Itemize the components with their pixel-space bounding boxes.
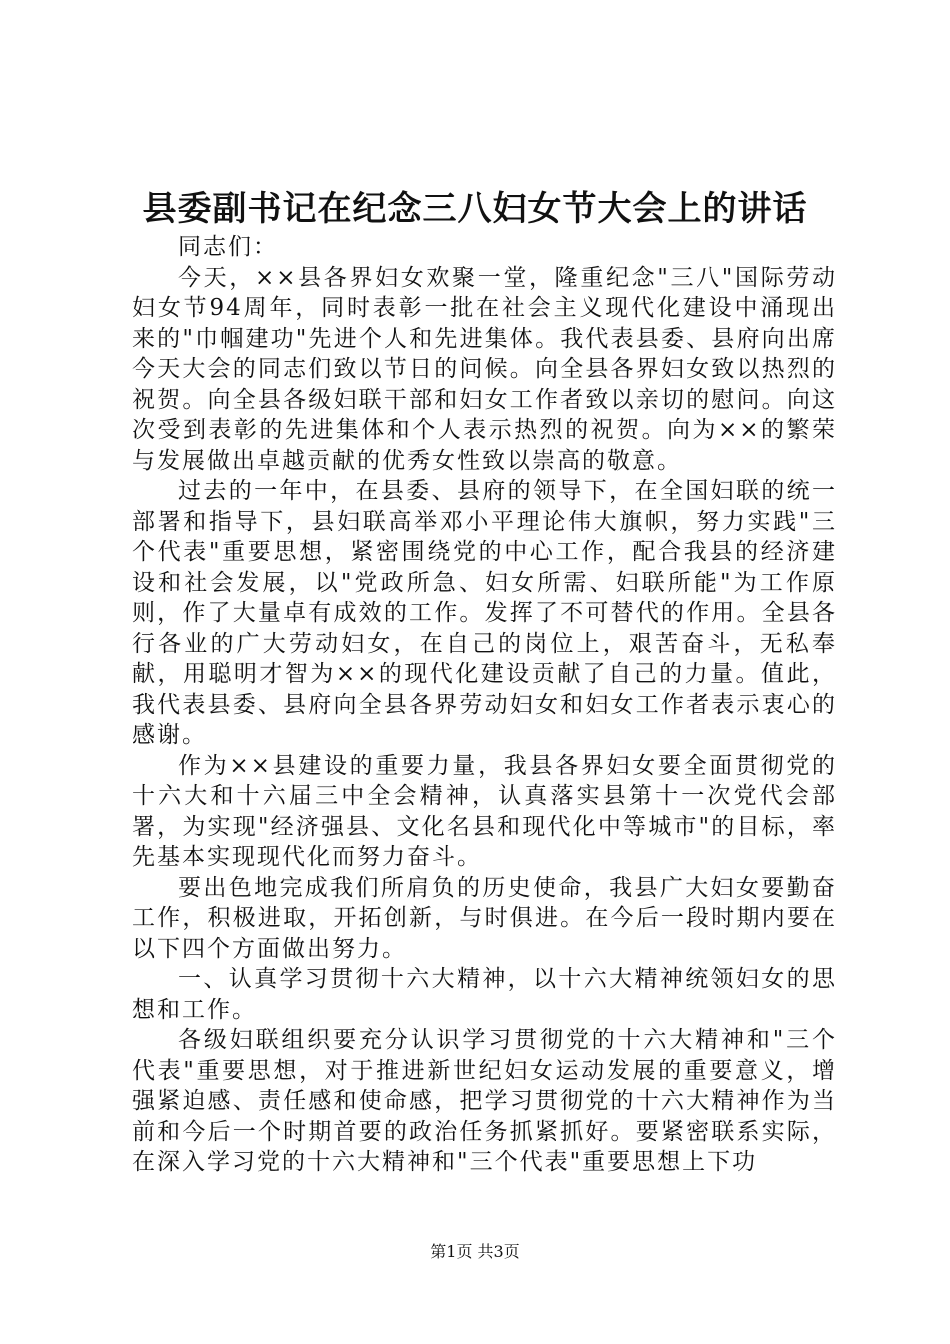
section-heading: 一、认真学习贯彻十六大精神，以十六大精神统领妇女的思想和工作。 — [132, 966, 837, 1023]
paragraph: 今天，××县各界妇女欢聚一堂，隆重纪念"三八"国际劳动妇女节94周年，同时表彰一批在社会主义现代化建设中涌现出来的"巾帼建功"先进个人和先进集体。我代表县委、县府向出席今天大会的同志们致以节日的问候。向全县各界妇女致以热烈的祝贺。向全县各级妇联干部和妇女工作者致以亲切的慰问。向这次受到表彰的先进集体和个人表示热烈的祝贺。向为××的繁荣与发展做出卓越贡献的优秀女性致以崇高的敬意。 — [132, 264, 837, 474]
salutation: 同志们： — [178, 234, 278, 260]
document-body — [132, 232, 837, 1178]
paragraph: 过去的一年中，在县委、县府的领导下，在全国妇联的统一部署和指导下，县妇联高举邓小平理论伟大旗帜，努力实践"三个代表"重要思想，紧密围绕党的中心工作，配合我县的经济建设和社会发展，以"党政所急、妇女所需、妇联所能"为工作原则，作了大量卓有成效的工作。发挥了不可替代的作用。全县各行各业的广大劳动妇女，在自己的岗位上，艰苦奋斗，无私奉献，用聪明才智为××的现代化建设贡献了自己的力量。值此，我代表县委、县府向全县各界劳动妇女和妇女工作者表示衷心的感谢。 — [132, 478, 837, 748]
paragraph: 各级妇联组织要充分认识学习贯彻党的十六大精神和"三个代表"重要思想，对于推进新世纪妇女运动发展的重要意义，增强紧迫感、责任感和使命感，把学习贯彻党的十六大精神作为当前和今后一个时期首要的政治任务抓紧抓好。要紧密联系实际，在深入学习党的十六大精神和"三个代表"重要思想上下功 — [132, 1027, 837, 1175]
paragraph: 作为××县建设的重要力量，我县各界妇女要全面贯彻党的十六大和十六届三中全会精神，认真落实县第十一次党代会部署，为实现"经济强县、文化名县和现代化中等城市"的目标，率先基本实现现代化而努力奋斗。 — [132, 752, 837, 870]
document-title: 县委副书记在纪念三八妇女节大会上的讲话 — [142, 189, 808, 229]
paragraph: 要出色地完成我们所肩负的历史使命，我县广大妇女要勤奋工作，积极进取，开拓创新，与时俱进。在今后一段时期内要在以下四个方面做出努力。 — [132, 874, 837, 962]
page-number-footer: 第1页 共3页 — [430, 1242, 520, 1261]
